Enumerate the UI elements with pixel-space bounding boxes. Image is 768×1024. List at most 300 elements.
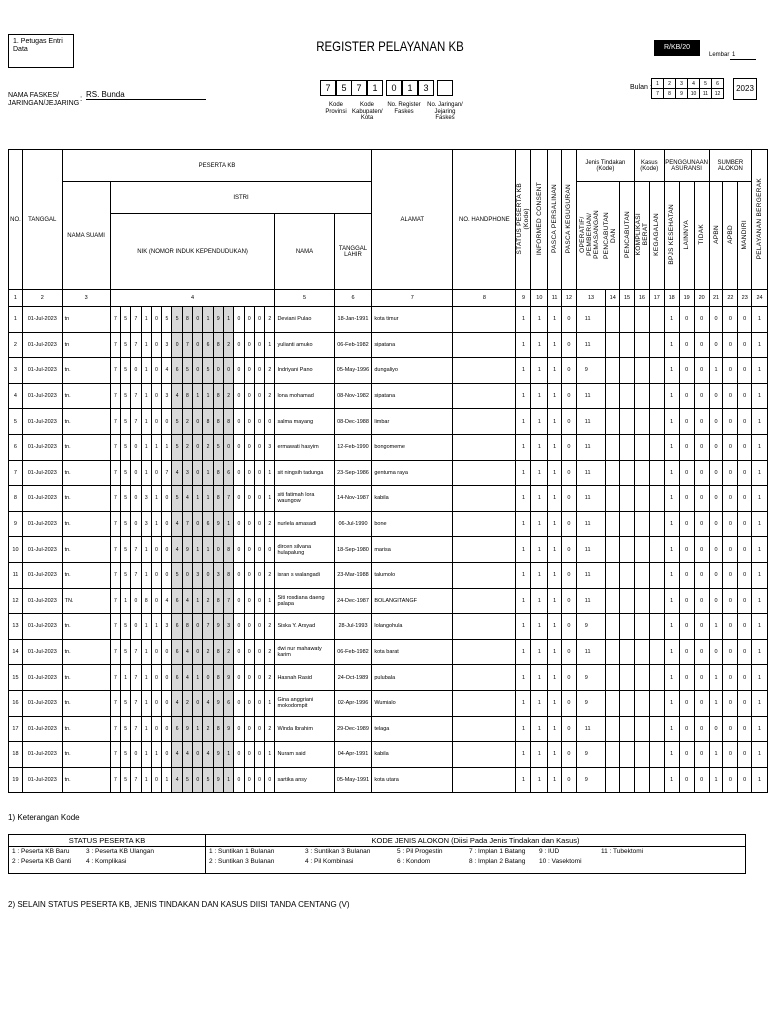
nik-digit: 7 bbox=[162, 461, 172, 486]
nik-digit: 0 bbox=[255, 665, 265, 690]
cell-kom bbox=[634, 383, 649, 409]
cell-bergerak: 1 bbox=[752, 307, 768, 333]
cell-alamat: kabila bbox=[372, 486, 453, 512]
month-cell: 8 bbox=[664, 89, 676, 99]
nik-digit: 5 bbox=[172, 435, 182, 460]
cell-tanggal: 01-Jul-2023 bbox=[22, 409, 62, 435]
nik-digit: 0 bbox=[162, 742, 172, 767]
nik-digit: 0 bbox=[234, 409, 244, 434]
nik-digit: 2 bbox=[183, 691, 193, 716]
cell-alamat: sipatana bbox=[372, 332, 453, 358]
cell-mandiri: 0 bbox=[738, 434, 752, 460]
nik-digit: 0 bbox=[152, 691, 162, 716]
cell-hp bbox=[453, 511, 516, 537]
nik-digit: 7 bbox=[131, 768, 141, 793]
cell-apbd: 0 bbox=[723, 332, 738, 358]
nik-digit: 8 bbox=[214, 384, 224, 409]
nik-digit: 5 bbox=[121, 384, 131, 409]
cell-pk: 0 bbox=[562, 767, 577, 793]
cell-pencabutan-dan bbox=[606, 358, 620, 384]
cell-apbn: 1 bbox=[709, 358, 723, 384]
month-cell: 5 bbox=[700, 79, 712, 89]
cell-apbd: 0 bbox=[723, 639, 738, 665]
table-row bbox=[9, 460, 768, 486]
cell-no: 2 bbox=[9, 332, 23, 358]
cell-apbd: 0 bbox=[723, 383, 738, 409]
nik-digit: 0 bbox=[255, 435, 265, 460]
cell-pc bbox=[620, 434, 635, 460]
cell-apbn: 0 bbox=[709, 307, 723, 333]
nik-digit: 0 bbox=[152, 409, 162, 434]
nik-cell bbox=[110, 588, 275, 614]
nik-digit: 9 bbox=[183, 717, 193, 742]
nik-digit: 7 bbox=[224, 486, 234, 511]
col-header-mandiri bbox=[738, 182, 752, 290]
nik-digit: 0 bbox=[234, 665, 244, 690]
nik-digit: 4 bbox=[183, 665, 193, 690]
cell-mandiri: 0 bbox=[738, 588, 752, 614]
cell-ic: 1 bbox=[531, 716, 548, 742]
cell-pencabutan-dan bbox=[606, 511, 620, 537]
nik-digit: 5 bbox=[121, 563, 131, 588]
cell-apbn: 0 bbox=[709, 588, 723, 614]
cell-pencabutan-dan bbox=[606, 307, 620, 333]
nik-digit: 0 bbox=[162, 640, 172, 665]
nik-digit: 0 bbox=[193, 333, 203, 358]
cell-kom bbox=[634, 767, 649, 793]
alokon-legend-item: 8 : Implan 2 Batang bbox=[469, 858, 526, 865]
nik-digit: 6 bbox=[172, 358, 182, 383]
cell-pk: 0 bbox=[562, 358, 577, 384]
cell-suami: tn. bbox=[62, 358, 110, 384]
nik-digit: 0 bbox=[234, 589, 244, 614]
cell-op: 11 bbox=[576, 486, 606, 512]
cell-pp: 1 bbox=[548, 409, 562, 435]
nik-digit: 0 bbox=[152, 307, 162, 332]
nik-digit: 7 bbox=[131, 384, 141, 409]
nik-digit: 0 bbox=[193, 614, 203, 639]
cell-pk: 0 bbox=[562, 690, 577, 716]
nik-digit: 5 bbox=[121, 537, 131, 562]
nik-digit: 7 bbox=[111, 409, 121, 434]
cell-lain: 0 bbox=[679, 307, 694, 333]
cell-status: 1 bbox=[516, 665, 531, 691]
nik-digit: 5 bbox=[121, 358, 131, 383]
nik-digit: 8 bbox=[224, 409, 234, 434]
cell-mandiri: 0 bbox=[738, 639, 752, 665]
bpjs-header-text: BPJS KESEHATAN bbox=[668, 204, 676, 265]
nik-digit: 9 bbox=[214, 307, 224, 332]
nik-digit: 1 bbox=[193, 589, 203, 614]
cell-keg bbox=[649, 486, 664, 512]
nik-digit: 8 bbox=[214, 409, 224, 434]
cell-status: 1 bbox=[516, 588, 531, 614]
cell-keg bbox=[649, 307, 664, 333]
nik-digit: 1 bbox=[142, 333, 152, 358]
nik-cell bbox=[110, 537, 275, 563]
nik-digit: 8 bbox=[214, 665, 224, 690]
nik-digit: 0 bbox=[255, 333, 265, 358]
col-header-jenis-tindakan: Jenis Tindakan (Kode) bbox=[576, 150, 634, 182]
apbd-header-text: APBD bbox=[726, 225, 734, 244]
nik-digit: 2 bbox=[268, 316, 272, 323]
cell-pp: 1 bbox=[548, 537, 562, 563]
cell-pp: 1 bbox=[548, 307, 562, 333]
cell-keg bbox=[649, 332, 664, 358]
nik-digit: 1 bbox=[142, 691, 152, 716]
cell-hp bbox=[453, 665, 516, 691]
cell-op: 11 bbox=[576, 460, 606, 486]
cell-tanggal: 01-Jul-2023 bbox=[22, 742, 62, 768]
col-header-no: NO. bbox=[9, 150, 23, 290]
nik-digit: 7 bbox=[111, 307, 121, 332]
nik-digit: 5 bbox=[172, 486, 182, 511]
nik-digit: 0 bbox=[245, 358, 255, 383]
nik-digit: 7 bbox=[131, 665, 141, 690]
nik-digit: 1 bbox=[224, 307, 234, 332]
month-cell: 12 bbox=[712, 89, 724, 99]
nik-digit: 7 bbox=[111, 358, 121, 383]
nik-digit: 0 bbox=[183, 563, 193, 588]
cell-pk: 0 bbox=[562, 742, 577, 768]
nik-digit: 0 bbox=[131, 614, 141, 639]
cell-nama: isran s walangadi bbox=[275, 562, 334, 588]
nik-digit: 1 bbox=[268, 597, 272, 604]
nik-digit: 1 bbox=[152, 486, 162, 511]
nik-digit: 5 bbox=[121, 640, 131, 665]
cell-apbn: 0 bbox=[709, 639, 723, 665]
nik-digit: 9 bbox=[214, 742, 224, 767]
nik-digit: 7 bbox=[131, 563, 141, 588]
nik-digit: 1 bbox=[142, 435, 152, 460]
status-legend-item: 3 : Peserta KB Ulangan bbox=[86, 848, 154, 855]
nik-digit: 5 bbox=[121, 333, 131, 358]
nik-cell bbox=[110, 665, 275, 691]
cell-alamat: pulubala bbox=[372, 665, 453, 691]
cell-lahir: 24-Dec-1987 bbox=[334, 588, 372, 614]
nik-digit: 0 bbox=[234, 384, 244, 409]
nik-digit: 0 bbox=[162, 486, 172, 511]
cell-pencabutan-dan bbox=[606, 716, 620, 742]
cell-nama: Hasnah Rasid bbox=[275, 665, 334, 691]
nik-digit: 0 bbox=[245, 640, 255, 665]
cell-pencabutan-dan bbox=[606, 332, 620, 358]
nik-digit: 8 bbox=[214, 461, 224, 486]
cell-alamat: limbar bbox=[372, 409, 453, 435]
month-cell: 11 bbox=[700, 89, 712, 99]
nik-digit: 1 bbox=[203, 486, 213, 511]
code-label-register: No. Register Faskes bbox=[387, 102, 421, 115]
nik-digit: 5 bbox=[214, 435, 224, 460]
column-number-cell: 3 bbox=[62, 290, 110, 307]
nik-digit: 3 bbox=[268, 444, 272, 451]
cell-tidak: 0 bbox=[694, 537, 709, 563]
status-legend-item: 1 : Peserta KB Baru bbox=[12, 848, 70, 855]
cell-nama: ermawati hasyim bbox=[275, 434, 334, 460]
nik-digit: 8 bbox=[183, 614, 193, 639]
cell-bpjs: 1 bbox=[664, 767, 679, 793]
code-digit: 5 bbox=[336, 80, 352, 96]
table-row bbox=[9, 409, 768, 435]
col-header-tanggal-lahir: TANGGAL LAHIR bbox=[334, 214, 372, 290]
cell-lain: 0 bbox=[679, 358, 694, 384]
nik-digit: 3 bbox=[224, 614, 234, 639]
cell-tanggal: 01-Jul-2023 bbox=[22, 537, 62, 563]
cell-pp: 1 bbox=[548, 716, 562, 742]
table-row bbox=[9, 742, 768, 768]
nik-digit: 3 bbox=[193, 563, 203, 588]
cell-kom bbox=[634, 511, 649, 537]
cell-apbd: 0 bbox=[723, 358, 738, 384]
cell-pencabutan-dan bbox=[606, 742, 620, 768]
nik-digit: 2 bbox=[203, 435, 213, 460]
cell-tidak: 0 bbox=[694, 665, 709, 691]
nik-digit: 5 bbox=[183, 358, 193, 383]
col-header-istri: ISTRI bbox=[110, 182, 372, 214]
nik-digit: 9 bbox=[224, 665, 234, 690]
nik-digit: 6 bbox=[172, 665, 182, 690]
cell-bpjs: 1 bbox=[664, 742, 679, 768]
nik-digit: 1 bbox=[193, 384, 203, 409]
nik-cell bbox=[110, 486, 275, 512]
nik-digit: 0 bbox=[152, 640, 162, 665]
cell-pencabutan-dan bbox=[606, 690, 620, 716]
lainnya-header-text: LAINNYA bbox=[683, 219, 691, 250]
nik-digit: 0 bbox=[234, 435, 244, 460]
code-digit bbox=[437, 80, 453, 96]
year-box: 2023 bbox=[733, 78, 757, 100]
nik-digit: 0 bbox=[152, 384, 162, 409]
nik-cell bbox=[110, 511, 275, 537]
cell-lahir: 18-Jan-1991 bbox=[334, 307, 372, 333]
nik-digit: 7 bbox=[224, 589, 234, 614]
nik-digit: 1 bbox=[142, 307, 152, 332]
cell-op: 11 bbox=[576, 409, 606, 435]
cell-bergerak: 1 bbox=[752, 460, 768, 486]
cell-lain: 0 bbox=[679, 614, 694, 640]
nik-digit: 2 bbox=[268, 367, 272, 374]
nik-digit: 0 bbox=[245, 614, 255, 639]
nama-faskes-value: RS. Bunda bbox=[86, 90, 206, 100]
nik-digit: 7 bbox=[111, 665, 121, 690]
nik-digit: 5 bbox=[121, 742, 131, 767]
cell-keg bbox=[649, 537, 664, 563]
nik-digit: 0 bbox=[255, 461, 265, 486]
cell-bergerak: 1 bbox=[752, 716, 768, 742]
nik-digit: 5 bbox=[172, 563, 182, 588]
nik-digit: 5 bbox=[121, 409, 131, 434]
nik-digit: 7 bbox=[111, 486, 121, 511]
nik-digit: 0 bbox=[152, 563, 162, 588]
nik-digit: 8 bbox=[183, 307, 193, 332]
nik-digit: 1 bbox=[142, 742, 152, 767]
nik-digit: 0 bbox=[255, 717, 265, 742]
cell-ic: 1 bbox=[531, 383, 548, 409]
table-row bbox=[9, 486, 768, 512]
cell-ic: 1 bbox=[531, 409, 548, 435]
cell-lain: 0 bbox=[679, 767, 694, 793]
nik-digit: 2 bbox=[183, 435, 193, 460]
cell-pk: 0 bbox=[562, 511, 577, 537]
nik-digit: 8 bbox=[214, 640, 224, 665]
nik-digit: 0 bbox=[224, 435, 234, 460]
nik-digit: 0 bbox=[162, 409, 172, 434]
cell-mandiri: 0 bbox=[738, 486, 752, 512]
cell-pp: 1 bbox=[548, 358, 562, 384]
nik-digit: 0 bbox=[214, 358, 224, 383]
legend-table bbox=[8, 834, 746, 874]
cell-pk: 0 bbox=[562, 665, 577, 691]
cell-alamat: dungaliyo bbox=[372, 358, 453, 384]
cell-pencabutan-dan bbox=[606, 767, 620, 793]
cell-bergerak: 1 bbox=[752, 409, 768, 435]
code-label-kabupaten: Kode Kabupaten/ Kota bbox=[352, 102, 383, 122]
cell-tidak: 0 bbox=[694, 307, 709, 333]
cell-mandiri: 0 bbox=[738, 511, 752, 537]
cell-no: 3 bbox=[9, 358, 23, 384]
alokon-legend-item: 9 : IUD bbox=[539, 848, 560, 855]
cell-lain: 0 bbox=[679, 742, 694, 768]
nik-digit: 1 bbox=[142, 461, 152, 486]
cell-hp bbox=[453, 358, 516, 384]
month-cell: 9 bbox=[676, 89, 688, 99]
cell-ic: 1 bbox=[531, 307, 548, 333]
cell-lain: 0 bbox=[679, 383, 694, 409]
table-row bbox=[9, 767, 768, 793]
nik-digit: 0 bbox=[245, 307, 255, 332]
nik-digit: 0 bbox=[255, 563, 265, 588]
nik-digit: 0 bbox=[193, 307, 203, 332]
nik-digit: 0 bbox=[131, 589, 141, 614]
nik-cell bbox=[110, 716, 275, 742]
nik-digit: 4 bbox=[183, 742, 193, 767]
pasca-persalinan-header-text: PASCA PERSALINAN bbox=[551, 184, 559, 253]
nik-digit: 0 bbox=[162, 691, 172, 716]
cell-hp bbox=[453, 614, 516, 640]
column-number-cell: 7 bbox=[372, 290, 453, 307]
col-header-penggunaan-asuransi: PENGGUNAAN ASURANSI bbox=[664, 150, 709, 182]
nik-digit: 5 bbox=[121, 717, 131, 742]
cell-no: 8 bbox=[9, 486, 23, 512]
col-header-status bbox=[516, 150, 531, 290]
cell-ic: 1 bbox=[531, 358, 548, 384]
cell-no: 7 bbox=[9, 460, 23, 486]
cell-kom bbox=[634, 358, 649, 384]
cell-no: 19 bbox=[9, 767, 23, 793]
cell-alamat: BOLANGITANGF bbox=[372, 588, 453, 614]
cell-apbd: 0 bbox=[723, 307, 738, 333]
cell-tidak: 0 bbox=[694, 383, 709, 409]
cell-pencabutan-dan bbox=[606, 409, 620, 435]
table-row bbox=[9, 690, 768, 716]
cell-status: 1 bbox=[516, 383, 531, 409]
column-number-cell: 2 bbox=[22, 290, 62, 307]
nik-digit: 5 bbox=[172, 409, 182, 434]
cell-status: 1 bbox=[516, 639, 531, 665]
nik-digit: 8 bbox=[183, 384, 193, 409]
nik-digit: 0 bbox=[193, 640, 203, 665]
column-number-cell: 23 bbox=[738, 290, 752, 307]
cell-bpjs: 1 bbox=[664, 358, 679, 384]
nik-digit: 0 bbox=[255, 537, 265, 562]
cell-lain: 0 bbox=[679, 716, 694, 742]
nik-digit: 3 bbox=[162, 384, 172, 409]
alokon-legend-title: KODE JENIS ALOKON (Diisi Pada Jenis Tindakan dan Kasus) bbox=[206, 835, 746, 847]
nik-digit: 9 bbox=[214, 691, 224, 716]
cell-pp: 1 bbox=[548, 742, 562, 768]
nik-digit: 3 bbox=[162, 333, 172, 358]
col-header-komplikasi bbox=[634, 182, 649, 290]
cell-hp bbox=[453, 486, 516, 512]
cell-lain: 0 bbox=[679, 562, 694, 588]
column-number-cell: 4 bbox=[110, 290, 275, 307]
cell-hp bbox=[453, 742, 516, 768]
cell-no: 5 bbox=[9, 409, 23, 435]
nik-digit: 0 bbox=[131, 512, 141, 537]
cell-op: 11 bbox=[576, 639, 606, 665]
cell-op: 9 bbox=[576, 614, 606, 640]
cell-alamat: telaga bbox=[372, 716, 453, 742]
cell-bergerak: 1 bbox=[752, 639, 768, 665]
cell-nama: Indriyani Pano bbox=[275, 358, 334, 384]
cell-status: 1 bbox=[516, 332, 531, 358]
month-cell: 1 bbox=[652, 79, 664, 89]
nik-digit: 0 bbox=[193, 358, 203, 383]
nik-digit: 6 bbox=[172, 640, 182, 665]
cell-lain: 0 bbox=[679, 639, 694, 665]
cell-bergerak: 1 bbox=[752, 332, 768, 358]
cell-no: 10 bbox=[9, 537, 23, 563]
code-digit: 1 bbox=[367, 80, 383, 96]
column-number-cell: 20 bbox=[694, 290, 709, 307]
cell-no: 6 bbox=[9, 434, 23, 460]
cell-keg bbox=[649, 665, 664, 691]
nik-cell bbox=[110, 742, 275, 768]
nik-digit: 2 bbox=[268, 521, 272, 528]
cell-bergerak: 1 bbox=[752, 767, 768, 793]
nik-digit: 5 bbox=[203, 358, 213, 383]
cell-tidak: 0 bbox=[694, 511, 709, 537]
cell-pk: 0 bbox=[562, 486, 577, 512]
nik-digit: 2 bbox=[183, 409, 193, 434]
cell-keg bbox=[649, 742, 664, 768]
cell-pc bbox=[620, 665, 635, 691]
cell-status: 1 bbox=[516, 511, 531, 537]
table-row bbox=[9, 332, 768, 358]
nik-digit: 0 bbox=[193, 435, 203, 460]
cell-nama: siti fatimah lora waungow bbox=[275, 486, 334, 512]
alokon-legend-item: 1 : Suntikan 1 Bulanan bbox=[209, 848, 275, 855]
cell-ic: 1 bbox=[531, 767, 548, 793]
cell-kom bbox=[634, 537, 649, 563]
nik-cell bbox=[110, 358, 275, 384]
cell-pk: 0 bbox=[562, 639, 577, 665]
cell-pc bbox=[620, 690, 635, 716]
cell-pp: 1 bbox=[548, 383, 562, 409]
nik-digit: 0 bbox=[203, 665, 213, 690]
nik-digit: 0 bbox=[234, 691, 244, 716]
cell-keg bbox=[649, 460, 664, 486]
cell-apbn: 0 bbox=[709, 383, 723, 409]
nik-digit: 0 bbox=[234, 358, 244, 383]
cell-op: 11 bbox=[576, 307, 606, 333]
cell-pc bbox=[620, 639, 635, 665]
cell-ic: 1 bbox=[531, 434, 548, 460]
nik-digit: 7 bbox=[131, 691, 141, 716]
nama-faskes-colon: : bbox=[80, 94, 83, 103]
nik-digit: 1 bbox=[121, 589, 131, 614]
nik-digit: 0 bbox=[152, 717, 162, 742]
